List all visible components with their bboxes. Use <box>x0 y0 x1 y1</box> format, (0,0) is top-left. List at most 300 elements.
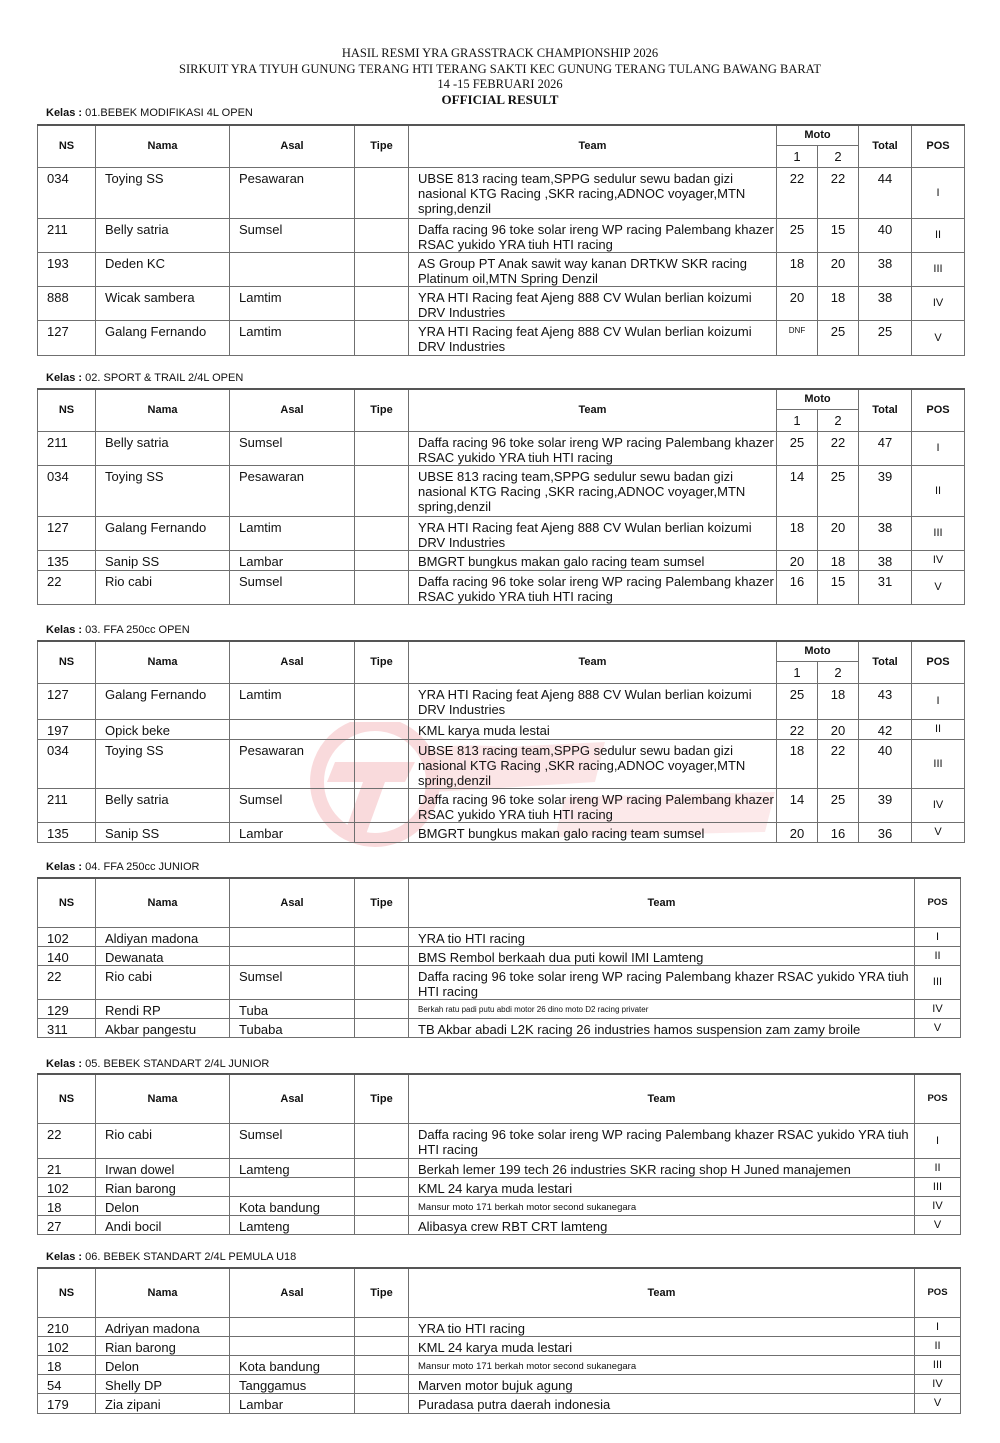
results-table <box>37 388 965 605</box>
table-row <box>38 1018 961 1037</box>
results-table <box>37 877 961 1038</box>
cell-pos: I <box>912 431 965 465</box>
cell-pos: III <box>912 516 965 550</box>
cell-nama: Rian barong <box>96 1336 230 1355</box>
col-header-team: Team <box>409 1268 915 1317</box>
table-header-row <box>38 878 961 927</box>
cell-nama: Shelly DP <box>96 1374 230 1393</box>
cell-m2: 15 <box>818 218 859 252</box>
cell-m1: 20 <box>777 550 818 570</box>
cell-ns: 211 <box>38 788 96 822</box>
cell-m1: 22 <box>777 167 818 218</box>
cell-team: KML karya muda lestai <box>409 719 777 739</box>
cell-nama: Delon <box>96 1355 230 1374</box>
table-row <box>38 927 961 946</box>
cell-pos: I <box>915 1123 961 1158</box>
doc-title: HASIL RESMI YRA GRASSTRACK CHAMPIONSHIP 2026 <box>341 46 659 60</box>
col-header-moto: Moto <box>777 125 859 145</box>
cell-total: 47 <box>859 431 912 465</box>
cell-tipe <box>355 927 409 946</box>
cell-team: KML 24 karya muda lestari <box>409 1177 915 1196</box>
cell-pos: I <box>915 1317 961 1336</box>
cell-pos: IV <box>915 1196 961 1215</box>
cell-team: YRA HTI Racing feat Ajeng 888 CV Wulan berlian koizumi DRV Industries <box>409 320 777 355</box>
table-row <box>38 320 965 355</box>
table-row <box>38 999 961 1018</box>
cell-pos: IV <box>912 788 965 822</box>
cell-m1: 22 <box>777 719 818 739</box>
cell-asal <box>230 1177 355 1196</box>
cell-tipe <box>355 252 409 286</box>
col-header-asal: Asal <box>230 389 355 431</box>
table-header-row <box>38 1268 961 1317</box>
table-header-row <box>38 389 965 409</box>
cell-pos: III <box>915 1177 961 1196</box>
cell-team: Berkah lemer 199 tech 26 industries SKR racing shop H Juned manajemen <box>409 1158 915 1177</box>
cell-ns: 127 <box>38 516 96 550</box>
cell-pos: V <box>912 570 965 604</box>
cell-total: 39 <box>859 788 912 822</box>
cell-pos: V <box>915 1393 961 1413</box>
col-header-nama: Nama <box>96 125 230 167</box>
col-header-total: Total <box>859 125 912 167</box>
table-row <box>38 1393 961 1413</box>
col-header-nama: Nama <box>96 878 230 927</box>
cell-asal: Pesawaran <box>230 167 355 218</box>
cell-ns: 140 <box>38 946 96 965</box>
cell-nama: Rio cabi <box>96 965 230 999</box>
cell-team: Puradasa putra daerah indonesia <box>409 1393 915 1413</box>
col-header-tipe: Tipe <box>355 1268 409 1317</box>
cell-ns: 127 <box>38 320 96 355</box>
col-header-tipe: Tipe <box>355 125 409 167</box>
cell-nama: Toying SS <box>96 465 230 516</box>
cell-asal: Kota bandung <box>230 1196 355 1215</box>
cell-total: 36 <box>859 822 912 842</box>
cell-ns: 034 <box>38 739 96 788</box>
cell-asal: Tubaba <box>230 1018 355 1037</box>
cell-ns: 034 <box>38 167 96 218</box>
cell-m2: 25 <box>818 465 859 516</box>
col-header-pos: POS <box>915 1074 961 1123</box>
cell-m2: 20 <box>818 719 859 739</box>
cell-pos: V <box>912 320 965 355</box>
cell-total: 40 <box>859 739 912 788</box>
cell-team: KML 24 karya muda lestari <box>409 1336 915 1355</box>
cell-team: Daffa racing 96 toke solar ireng WP racing Palembang khazer RSAC yukido YRA tiuh HTI racing <box>409 218 777 252</box>
cell-m1: 20 <box>777 822 818 842</box>
col-header-moto-1: 1 <box>777 145 818 167</box>
cell-ns: 311 <box>38 1018 96 1037</box>
table-row <box>38 516 965 550</box>
table-row <box>38 1177 961 1196</box>
cell-m2: 22 <box>818 167 859 218</box>
cell-nama: Toying SS <box>96 739 230 788</box>
table-row <box>38 570 965 604</box>
cell-team: Alibasya crew RBT CRT lamteng <box>409 1215 915 1234</box>
cell-total: 44 <box>859 167 912 218</box>
cell-tipe <box>355 1393 409 1413</box>
cell-ns: 18 <box>38 1196 96 1215</box>
cell-ns: 210 <box>38 1317 96 1336</box>
class-label <box>46 1058 269 1071</box>
cell-nama: Deden KC <box>96 252 230 286</box>
cell-ns: 18 <box>38 1355 96 1374</box>
cell-m2: 25 <box>818 320 859 355</box>
cell-asal: Lamtim <box>230 516 355 550</box>
table-row <box>38 1158 961 1177</box>
cell-tipe <box>355 320 409 355</box>
cell-total: 43 <box>859 683 912 719</box>
cell-pos: V <box>915 1018 961 1037</box>
cell-tipe <box>355 999 409 1018</box>
cell-asal <box>230 252 355 286</box>
table-row <box>38 1196 961 1215</box>
cell-nama: Galang Fernando <box>96 320 230 355</box>
col-header-tipe: Tipe <box>355 1074 409 1123</box>
cell-asal: Lamteng <box>230 1215 355 1234</box>
results-table <box>37 1267 961 1414</box>
table-row <box>38 1317 961 1336</box>
cell-team: BMS Rembol berkaah dua puti kowil IMI Lamteng <box>409 946 915 965</box>
col-header-asal: Asal <box>230 641 355 683</box>
cell-asal: Kota bandung <box>230 1355 355 1374</box>
cell-m2: 20 <box>818 252 859 286</box>
table-row <box>38 1355 961 1374</box>
class-label-prefix: Kelas : <box>46 107 86 119</box>
cell-asal: Tanggamus <box>230 1374 355 1393</box>
cell-pos: II <box>912 719 965 739</box>
cell-nama: Akbar pangestu <box>96 1018 230 1037</box>
cell-nama: Belly satria <box>96 431 230 465</box>
cell-pos: III <box>912 252 965 286</box>
cell-total: 39 <box>859 465 912 516</box>
cell-team: YRA HTI Racing feat Ajeng 888 CV Wulan berlian koizumi DRV Industries <box>409 516 777 550</box>
table-row <box>38 465 965 516</box>
cell-ns: 211 <box>38 218 96 252</box>
cell-asal: Sumsel <box>230 218 355 252</box>
cell-tipe <box>355 1018 409 1037</box>
cell-m2: 18 <box>818 683 859 719</box>
cell-nama: Belly satria <box>96 218 230 252</box>
cell-tipe <box>355 946 409 965</box>
cell-m1: 25 <box>777 431 818 465</box>
cell-nama: Rio cabi <box>96 1123 230 1158</box>
cell-total: 31 <box>859 570 912 604</box>
cell-m1: 16 <box>777 570 818 604</box>
cell-tipe <box>355 1355 409 1374</box>
cell-tipe <box>355 1196 409 1215</box>
table-row <box>38 1336 961 1355</box>
cell-asal <box>230 927 355 946</box>
cell-team: AS Group PT Anak sawit way kanan DRTKW SKR racing Platinum oil,MTN Spring Denzil <box>409 252 777 286</box>
class-name: 02. SPORT & TRAIL 2/4L OPEN <box>85 372 244 384</box>
col-header-moto: Moto <box>777 641 859 661</box>
cell-asal: Sumsel <box>230 788 355 822</box>
col-header-pos: POS <box>915 1268 961 1317</box>
cell-m2: 15 <box>818 570 859 604</box>
cell-tipe <box>355 788 409 822</box>
cell-nama: Zia zipani <box>96 1393 230 1413</box>
table-header-row <box>38 125 965 145</box>
class-label <box>46 861 199 874</box>
cell-m1: 25 <box>777 218 818 252</box>
col-header-total: Total <box>859 389 912 431</box>
cell-tipe <box>355 1158 409 1177</box>
cell-pos: IV <box>912 550 965 570</box>
cell-pos: III <box>915 965 961 999</box>
col-header-nama: Nama <box>96 641 230 683</box>
col-header-pos: POS <box>912 641 965 683</box>
cell-tipe <box>355 570 409 604</box>
cell-team: YRA tio HTI racing <box>409 927 915 946</box>
cell-nama: Dewanata <box>96 946 230 965</box>
cell-team: Daffa racing 96 toke solar ireng WP racing Palembang khazer RSAC yukido YRA tiuh HTI racing <box>409 570 777 604</box>
table-row <box>38 1374 961 1393</box>
cell-nama: Belly satria <box>96 788 230 822</box>
col-header-asal: Asal <box>230 878 355 927</box>
class-name: 04. FFA 250cc JUNIOR <box>85 861 200 873</box>
cell-total: 25 <box>859 320 912 355</box>
table-row <box>38 286 965 320</box>
cell-team: UBSE 813 racing team,SPPG sedulur sewu badan gizi nasional KTG Racing ,SKR racing,ADNOC voyager,MTN spring,denzil <box>409 167 777 218</box>
doc-date: 14 -15 FEBRUARI 2026 <box>437 77 563 91</box>
results-table <box>37 640 965 843</box>
cell-m2: 18 <box>818 286 859 320</box>
cell-m2: 20 <box>818 516 859 550</box>
col-header-ns: NS <box>38 878 96 927</box>
cell-team: Berkah ratu padi putu abdi motor 26 dino moto D2 racing privater <box>409 999 915 1018</box>
cell-nama: Sanip SS <box>96 550 230 570</box>
cell-ns: 22 <box>38 570 96 604</box>
cell-nama: Irwan dowel <box>96 1158 230 1177</box>
class-name: 06. BEBEK STANDART 2/4L PEMULA U18 <box>85 1251 297 1263</box>
col-header-ns: NS <box>38 125 96 167</box>
cell-tipe <box>355 719 409 739</box>
cell-nama: Galang Fernando <box>96 683 230 719</box>
cell-nama: Rendi RP <box>96 999 230 1018</box>
cell-m1: 18 <box>777 516 818 550</box>
cell-nama: Galang Fernando <box>96 516 230 550</box>
cell-asal: Sumsel <box>230 1123 355 1158</box>
col-header-team: Team <box>409 641 777 683</box>
cell-asal: Lamtim <box>230 286 355 320</box>
cell-nama: Adriyan madona <box>96 1317 230 1336</box>
cell-tipe <box>355 1123 409 1158</box>
cell-nama: Delon <box>96 1196 230 1215</box>
col-header-moto-1: 1 <box>777 409 818 431</box>
cell-m1: 14 <box>777 788 818 822</box>
cell-m1: 18 <box>777 739 818 788</box>
col-header-nama: Nama <box>96 389 230 431</box>
cell-pos: IV <box>915 999 961 1018</box>
col-header-team: Team <box>409 878 915 927</box>
cell-tipe <box>355 822 409 842</box>
cell-tipe <box>355 167 409 218</box>
cell-tipe <box>355 1177 409 1196</box>
cell-team: UBSE 813 racing team,SPPG sedulur sewu badan gizi nasional KTG Racing ,SKR racing,ADNOC voyager,MTN spring,denzil <box>409 465 777 516</box>
cell-pos: I <box>915 927 961 946</box>
doc-subtitle: OFFICIAL RESULT <box>441 92 559 107</box>
col-header-pos: POS <box>912 125 965 167</box>
cell-ns: 034 <box>38 465 96 516</box>
class-name: 05. BEBEK STANDART 2/4L JUNIOR <box>85 1058 270 1070</box>
cell-tipe <box>355 286 409 320</box>
class-label <box>46 107 253 120</box>
col-header-tipe: Tipe <box>355 389 409 431</box>
cell-team: BMGRT bungkus makan galo racing team sumsel <box>409 550 777 570</box>
cell-asal: Lamtim <box>230 683 355 719</box>
cell-asal: Lamteng <box>230 1158 355 1177</box>
cell-nama: Sanip SS <box>96 822 230 842</box>
col-header-ns: NS <box>38 389 96 431</box>
cell-nama: Toying SS <box>96 167 230 218</box>
table-row <box>38 218 965 252</box>
cell-team: Mansur moto 171 berkah motor second sukanegara <box>409 1355 915 1374</box>
class-label-prefix: Kelas : <box>46 861 86 873</box>
cell-ns: 54 <box>38 1374 96 1393</box>
cell-m1: 20 <box>777 286 818 320</box>
col-header-moto: Moto <box>777 389 859 409</box>
cell-asal: Lambar <box>230 822 355 842</box>
cell-tipe <box>355 218 409 252</box>
cell-asal: Lambar <box>230 550 355 570</box>
cell-pos: II <box>915 1158 961 1177</box>
cell-m2: 22 <box>818 739 859 788</box>
cell-pos: I <box>912 683 965 719</box>
cell-tipe <box>355 1317 409 1336</box>
cell-nama: Wicak sambera <box>96 286 230 320</box>
col-header-pos: POS <box>912 389 965 431</box>
cell-ns: 211 <box>38 431 96 465</box>
cell-team: Daffa racing 96 toke solar ireng WP racing Palembang khazer RSAC yukido YRA tiuh HTI racing <box>409 788 777 822</box>
cell-ns: 22 <box>38 1123 96 1158</box>
cell-ns: 888 <box>38 286 96 320</box>
cell-pos: II <box>912 465 965 516</box>
col-header-asal: Asal <box>230 1074 355 1123</box>
col-header-tipe: Tipe <box>355 641 409 683</box>
class-label <box>46 624 190 637</box>
cell-total: 38 <box>859 286 912 320</box>
table-row <box>38 167 965 218</box>
col-header-moto-2: 2 <box>818 661 859 683</box>
cell-ns: 193 <box>38 252 96 286</box>
col-header-tipe: Tipe <box>355 878 409 927</box>
cell-team: Mansur moto 171 berkah motor second sukanegara <box>409 1196 915 1215</box>
table-row <box>38 822 965 842</box>
cell-pos: III <box>912 739 965 788</box>
cell-ns: 179 <box>38 1393 96 1413</box>
cell-pos: V <box>912 822 965 842</box>
table-row <box>38 965 961 999</box>
cell-tipe <box>355 683 409 719</box>
cell-ns: 135 <box>38 822 96 842</box>
cell-pos: IV <box>915 1374 961 1393</box>
cell-ns: 129 <box>38 999 96 1018</box>
table-row <box>38 719 965 739</box>
results-table <box>37 124 965 356</box>
cell-ns: 102 <box>38 1177 96 1196</box>
cell-m2: 18 <box>818 550 859 570</box>
cell-nama: Aldiyan madona <box>96 927 230 946</box>
cell-m1: 18 <box>777 252 818 286</box>
cell-tipe <box>355 465 409 516</box>
cell-asal <box>230 1317 355 1336</box>
cell-asal: Sumsel <box>230 431 355 465</box>
cell-team: Daffa racing 96 toke solar ireng WP racing Palembang khazer RSAC yukido YRA tiuh HTI racing <box>409 965 915 999</box>
cell-total: 42 <box>859 719 912 739</box>
class-label-prefix: Kelas : <box>46 624 86 636</box>
cell-team: UBSE 813 racing team,SPPG sedulur sewu badan gizi nasional KTG Racing ,SKR racing,ADNOC voyager,MTN spring,denzil <box>409 739 777 788</box>
cell-pos: II <box>912 218 965 252</box>
cell-ns: 21 <box>38 1158 96 1177</box>
doc-venue: SIRKUIT YRA TIYUH GUNUNG TERANG HTI TERANG SAKTI KEC GUNUNG TERANG TULANG BAWANG BARAT <box>179 62 821 76</box>
class-label <box>46 372 243 385</box>
cell-asal: Sumsel <box>230 965 355 999</box>
col-header-asal: Asal <box>230 1268 355 1317</box>
cell-tipe <box>355 550 409 570</box>
cell-pos: III <box>915 1355 961 1374</box>
col-header-team: Team <box>409 125 777 167</box>
cell-m1: DNF <box>777 320 818 355</box>
cell-asal: Pesawaran <box>230 739 355 788</box>
col-header-ns: NS <box>38 1268 96 1317</box>
col-header-nama: Nama <box>96 1268 230 1317</box>
cell-total: 38 <box>859 550 912 570</box>
cell-pos: V <box>915 1215 961 1234</box>
cell-team: TB Akbar abadi L2K racing 26 industries hamos suspension zam zamy broile <box>409 1018 915 1037</box>
cell-asal: Pesawaran <box>230 465 355 516</box>
cell-pos: IV <box>912 286 965 320</box>
cell-tipe <box>355 431 409 465</box>
cell-ns: 27 <box>38 1215 96 1234</box>
cell-team: Daffa racing 96 toke solar ireng WP racing Palembang khazer RSAC yukido YRA tiuh HTI racing <box>409 431 777 465</box>
cell-team: YRA HTI Racing feat Ajeng 888 CV Wulan berlian koizumi DRV Industries <box>409 683 777 719</box>
cell-ns: 22 <box>38 965 96 999</box>
cell-ns: 102 <box>38 927 96 946</box>
table-row <box>38 788 965 822</box>
table-row <box>38 431 965 465</box>
class-label-prefix: Kelas : <box>46 1251 86 1263</box>
col-header-ns: NS <box>38 641 96 683</box>
class-name: 01.BEBEK MODIFIKASI 4L OPEN <box>85 107 253 119</box>
table-header-row <box>38 1074 961 1123</box>
cell-m1: 14 <box>777 465 818 516</box>
cell-nama: Rian barong <box>96 1177 230 1196</box>
table-row <box>38 550 965 570</box>
col-header-asal: Asal <box>230 125 355 167</box>
results-table <box>37 1073 961 1235</box>
cell-m2: 25 <box>818 788 859 822</box>
cell-pos: II <box>915 1336 961 1355</box>
col-header-team: Team <box>409 1074 915 1123</box>
class-label-prefix: Kelas : <box>46 372 86 384</box>
cell-asal: Lamtim <box>230 320 355 355</box>
cell-team: YRA HTI Racing feat Ajeng 888 CV Wulan berlian koizumi DRV Industries <box>409 286 777 320</box>
cell-tipe <box>355 965 409 999</box>
table-row <box>38 739 965 788</box>
cell-tipe <box>355 1215 409 1234</box>
col-header-ns: NS <box>38 1074 96 1123</box>
table-header-row <box>38 641 965 661</box>
cell-team: Daffa racing 96 toke solar ireng WP racing Palembang khazer RSAC yukido YRA tiuh HTI racing <box>409 1123 915 1158</box>
cell-ns: 127 <box>38 683 96 719</box>
cell-total: 38 <box>859 252 912 286</box>
cell-m2: 22 <box>818 431 859 465</box>
col-header-moto-1: 1 <box>777 661 818 683</box>
cell-tipe <box>355 1374 409 1393</box>
col-header-team: Team <box>409 389 777 431</box>
